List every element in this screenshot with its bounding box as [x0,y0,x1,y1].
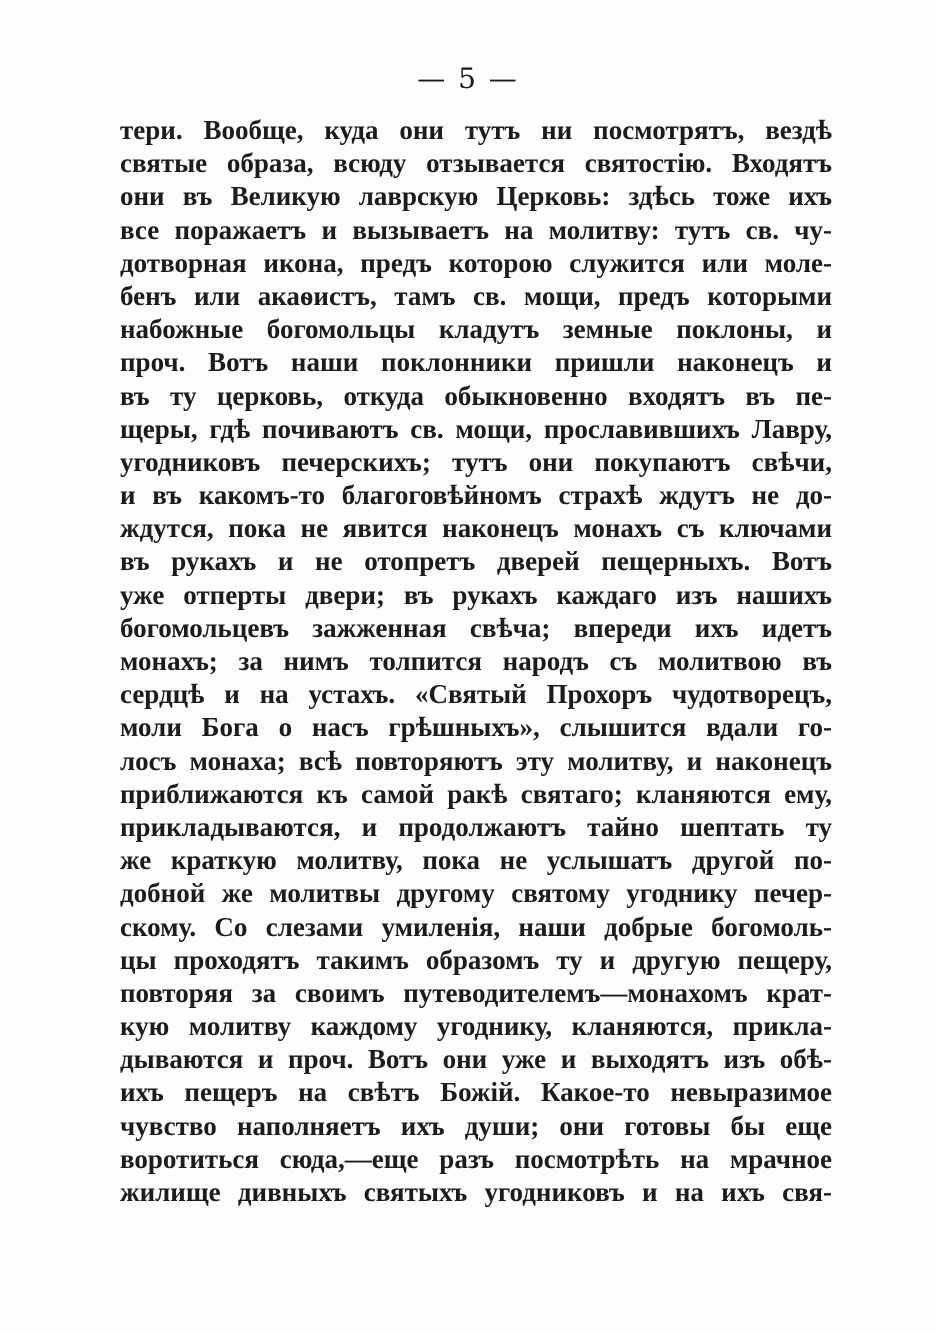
text-line: ихъ пещеръ на свѣтъ Божій. Какое-то невыразимое [120,1077,832,1108]
text-line: моли Бога о насъ грѣшныхъ», слышится вдали го- [120,712,832,743]
text-line: повторяя за своимъ путеводителемъ—монахомъ крат- [120,977,832,1008]
text-line: жилище дивныхъ святыхъ угодниковъ и на ихъ свя- [120,1177,832,1207]
text-line: приближаются къ самой ракѣ святаго; кланяются ему, [120,778,832,809]
text-line: ждутся, пока не явится наконецъ монахъ съ ключами [120,513,832,544]
text-line: набожные богомольцы кладутъ земные поклоны, и [120,314,832,345]
text-line: щеры, гдѣ почиваютъ св. мощи, прославившихъ Лавру, [120,413,832,444]
text-line: богомольцевъ зажженная свѣча; впереди ихъ идетъ [120,612,832,643]
text-line: бенъ или акаѳистъ, тамъ св. мощи, предъ которыми [120,280,832,311]
text-line: въ рукахъ и не отопретъ дверей пещерныхъ. Вотъ [120,546,832,577]
text-line: проч. Вотъ наши поклонники пришли наконецъ и [120,347,832,378]
text-line: прикладываются, и продолжаютъ тайно шептать ту [120,811,832,842]
text-line: уже отперты двери; въ рукахъ каждаго изъ нашихъ [120,579,832,610]
text-line: святые образа, всюду отзывается святостію. Входятъ [120,148,832,179]
text-line: тери. Вообще, куда они тутъ ни посмотрятъ, вездѣ [120,115,832,145]
text-line: скому. Со слезами умиленія, наши добрые богомоль- [120,911,832,942]
text-line: монахъ; за нимъ толпится народъ съ молитвою въ [120,646,832,676]
page-number: — 5 — [417,62,519,95]
text-line: цы проходятъ такимъ образомъ ту и другую пещеру, [120,944,832,975]
text-line: сердцѣ и на устахъ. «Святый Прохоръ чудотворецъ, [120,679,832,710]
text-line: въ ту церковь, откуда обыкновенно входятъ въ пе- [120,380,832,411]
text-line: воротиться сюда,—еще разъ посмотрѣть на мрачное [120,1143,832,1174]
text-line: угодниковъ печерскихъ; тутъ они покупаютъ свѣчи, [120,446,832,477]
body-text [120,114,832,1209]
text-line: же краткую молитву, пока не услышатъ другой по- [120,845,832,876]
text-line: дываются и проч. Вотъ они уже и выходятъ изъ обѣ- [120,1044,832,1075]
text-line: добной же молитвы другому святому угоднику печер- [120,878,832,909]
text-line: лосъ монаха; всѣ повторяютъ эту молитву, и наконецъ [120,745,832,776]
text-line: они въ Великую лаврскую Церковь: здѣсь тоже ихъ [120,181,832,212]
text-line: дотворная икона, предъ которою служится или моле- [120,247,832,278]
text-line: кую молитву каждому угоднику, кланяются, прикла- [120,1011,832,1042]
text-line: и въ какомъ-то благоговѣйномъ страхѣ ждутъ не до- [120,480,832,511]
text-line: все поражаетъ и вызываетъ на молитву: тутъ св. чу- [120,214,832,245]
text-line: чувство наполняетъ ихъ души; они готовы бы еще [120,1110,832,1141]
